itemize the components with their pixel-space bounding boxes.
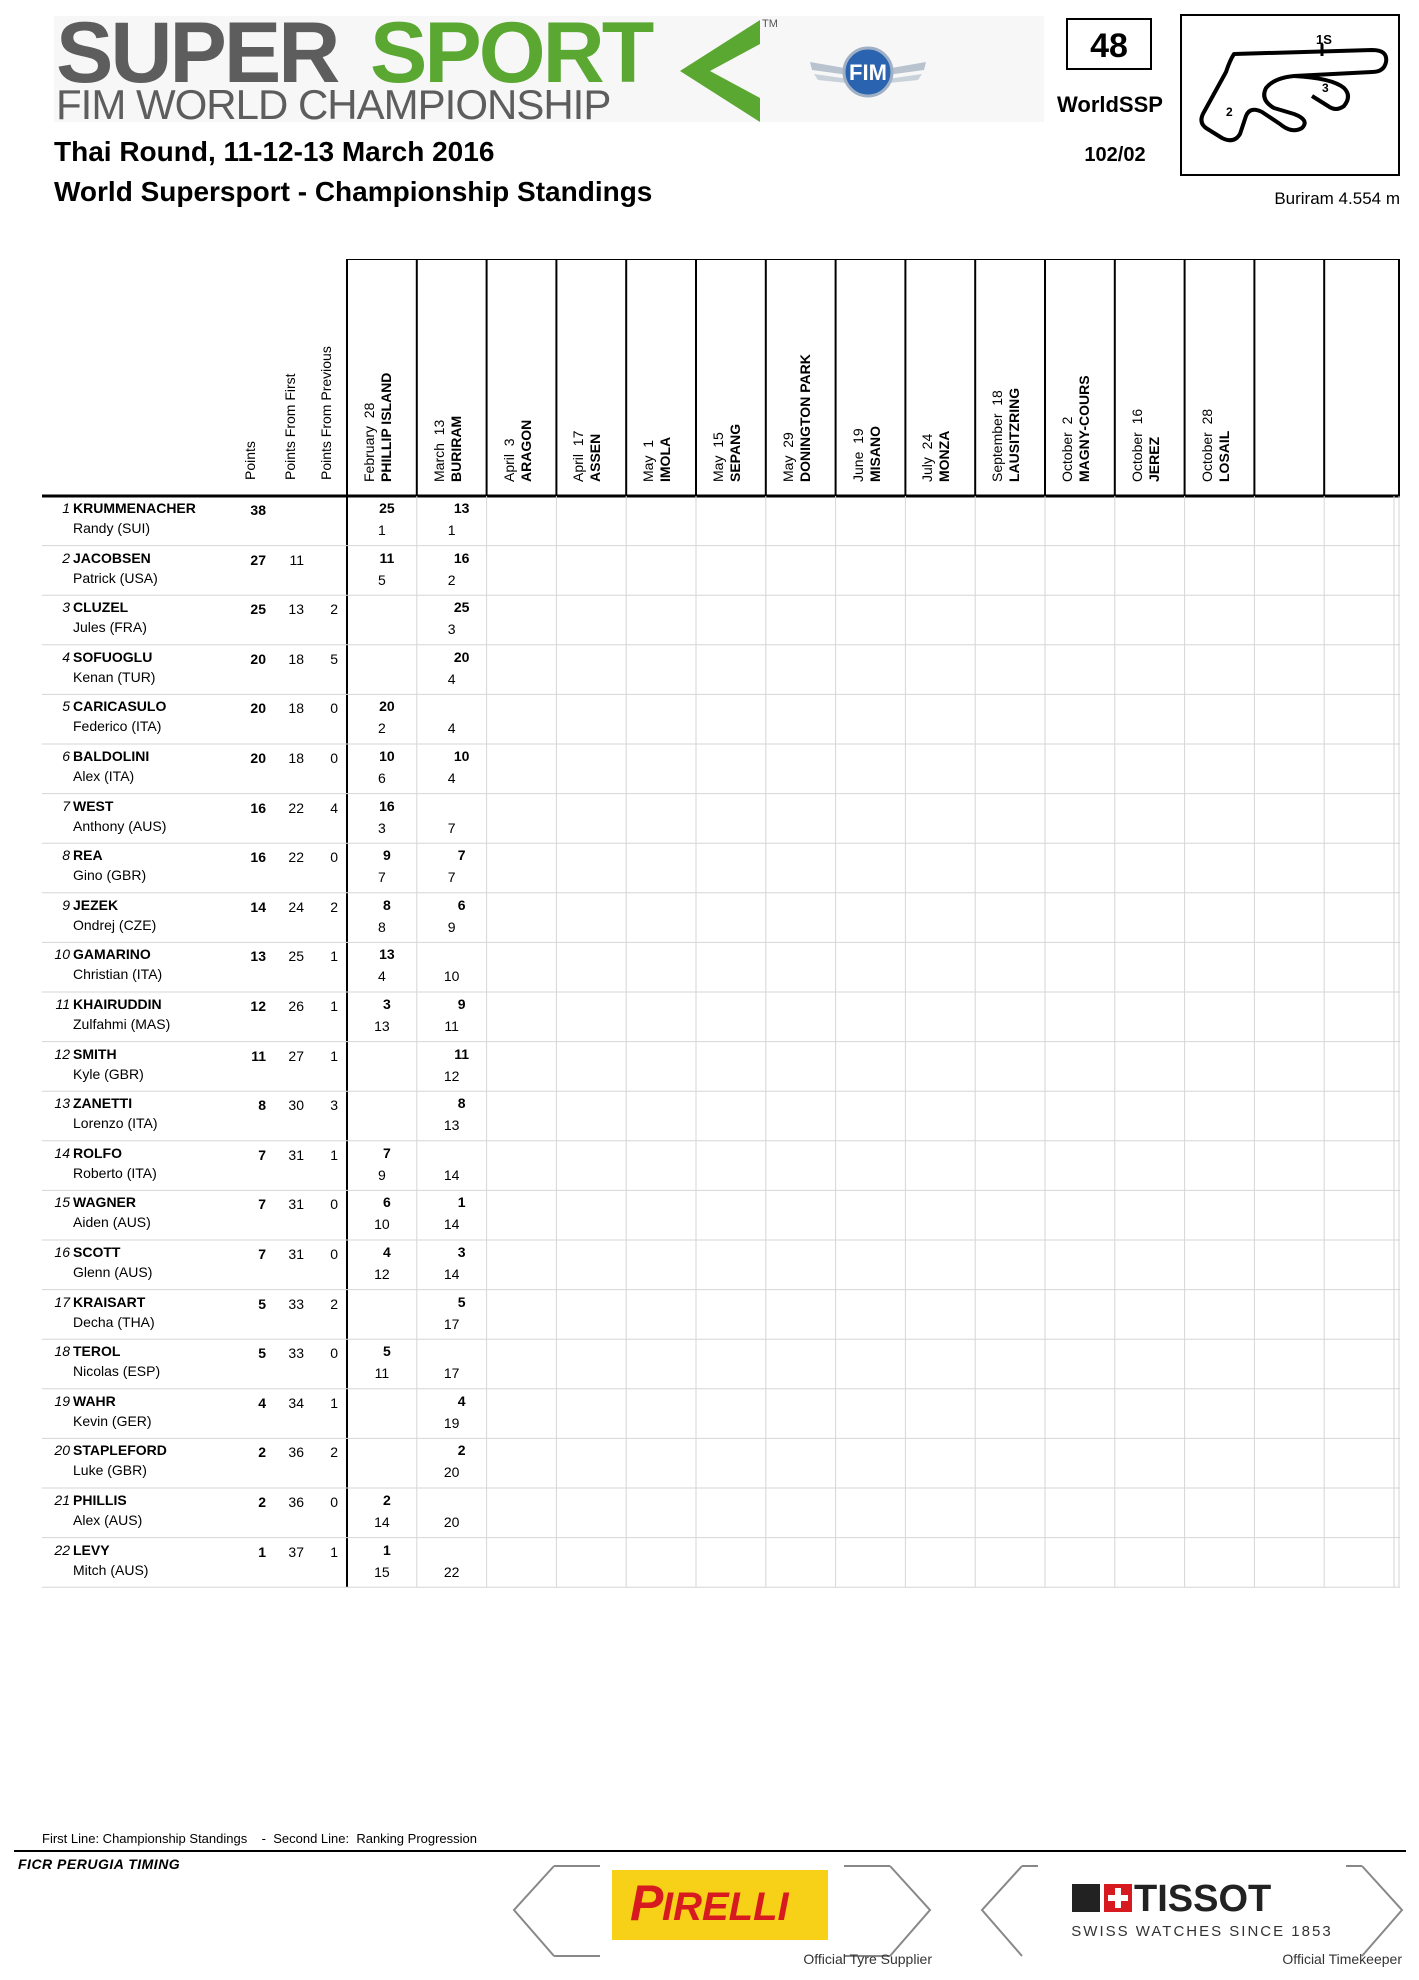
rider-name-nation: Luke (GBR) — [73, 1462, 147, 1479]
round-date: March 13 — [430, 419, 447, 482]
round2-points: 20 — [453, 648, 470, 665]
round1-points: 10 — [379, 748, 395, 764]
round-date: May 29 — [779, 432, 796, 482]
round-header — [570, 431, 604, 482]
rider-name-nation: Zulfahmi (MAS) — [73, 1016, 171, 1032]
round2-ranking: 22 — [443, 1563, 460, 1580]
round2-ranking: 4 — [447, 720, 456, 737]
points-from-previous: 1 — [330, 1146, 338, 1163]
rider-surname: WEST — [73, 797, 114, 814]
rider-name-nation: Kenan (TUR) — [73, 668, 156, 685]
rider-name-nation: Decha (THA) — [73, 1313, 155, 1330]
standings-row — [42, 794, 1400, 844]
rider-position: 20 — [54, 1442, 70, 1459]
sector-2-label: 2 — [1226, 105, 1233, 119]
rider-surname: REA — [73, 847, 103, 864]
points-from-first: 27 — [288, 1047, 304, 1064]
round1-points: 6 — [382, 1194, 391, 1211]
round1-points: 13 — [379, 946, 395, 963]
round1-ranking: 7 — [377, 869, 386, 886]
round-header — [919, 431, 953, 482]
points-from-previous: 1 — [330, 1543, 338, 1560]
points-from-first: 18 — [288, 700, 304, 717]
points-from-previous: 0 — [330, 700, 338, 717]
rider-name-nation: Ondrej (CZE) — [73, 916, 157, 933]
rider-name-nation: Randy (SUI) — [73, 520, 151, 536]
round1-ranking: 1 — [377, 522, 386, 538]
round1-ranking: 8 — [377, 918, 386, 935]
round1-points: 11 — [379, 549, 395, 566]
tyre-supplier-label: Official Tyre Supplier — [803, 1951, 932, 1967]
rider-name-nation: Jules (FRA) — [73, 619, 147, 636]
rider-position: 2 — [62, 549, 70, 566]
round2-ranking: 14 — [443, 1266, 460, 1282]
round-title: Thai Round, 11-12-13 March 2016 — [54, 136, 495, 167]
standings-row — [42, 1190, 1400, 1240]
rider-position: 17 — [54, 1293, 70, 1310]
rider-surname: CARICASULO — [73, 698, 167, 715]
points-from-previous: 0 — [330, 1494, 338, 1510]
rider-name-nation: Roberto (ITA) — [73, 1164, 157, 1181]
rider-name-nation: Alex (ITA) — [73, 768, 135, 784]
standings-row — [42, 1141, 1400, 1191]
rider-surname: SOFUOGLU — [73, 648, 153, 665]
round-header — [431, 416, 465, 482]
rider-points: 20 — [250, 750, 266, 766]
rider-surname: GAMARINO — [73, 946, 151, 963]
points-from-previous: 5 — [330, 650, 338, 667]
rider-position: 10 — [54, 946, 70, 963]
document-title: World Supersport - Championship Standings — [54, 176, 653, 207]
round-venue: ASSEN — [587, 433, 604, 482]
round2-ranking: 2 — [447, 571, 456, 588]
rider-surname: ZANETTI — [73, 1095, 133, 1112]
header-points-from-first: Points From First — [282, 373, 298, 480]
points-from-previous: 1 — [330, 1047, 338, 1064]
round-header — [501, 420, 535, 482]
round-header — [1059, 375, 1093, 482]
points-from-previous: 4 — [330, 799, 338, 816]
round1-points: 20 — [379, 698, 395, 715]
round-header — [850, 426, 884, 482]
rider-position: 13 — [54, 1095, 70, 1112]
round1-ranking: 6 — [377, 770, 386, 786]
points-from-first: 33 — [288, 1345, 304, 1362]
tissot-t-logo — [1072, 1884, 1100, 1912]
round1-points: 7 — [382, 1144, 391, 1161]
standings-table — [42, 259, 1400, 1593]
standings-row — [42, 595, 1400, 645]
header-points-from-previous: Points From Previous — [318, 346, 334, 480]
rider-surname: KHAIRUDDIN — [73, 996, 162, 1012]
rider-name-nation: Patrick (USA) — [73, 569, 158, 586]
round2-points: 4 — [457, 1392, 466, 1409]
rider-surname: LEVY — [73, 1541, 110, 1558]
rider-points: 25 — [250, 601, 266, 618]
points-from-first: 31 — [288, 1146, 304, 1163]
standings-row — [42, 1290, 1400, 1340]
rider-position: 14 — [54, 1144, 70, 1161]
footer-divider — [14, 1850, 1406, 1852]
points-from-previous: 0 — [330, 1246, 338, 1262]
points-from-previous: 3 — [330, 1097, 338, 1114]
rider-position: 16 — [54, 1244, 70, 1260]
points-from-previous: 0 — [330, 849, 338, 866]
round2-points: 13 — [453, 500, 470, 516]
round2-points: 2 — [457, 1442, 466, 1459]
round2-ranking: 17 — [443, 1315, 460, 1332]
round1-points: 3 — [382, 996, 391, 1012]
points-from-first: 31 — [288, 1246, 304, 1262]
rider-points: 8 — [258, 1097, 266, 1114]
points-from-previous: 0 — [330, 750, 338, 766]
rider-position: 15 — [54, 1194, 70, 1211]
points-from-first: 24 — [288, 898, 304, 915]
standings-row — [42, 1438, 1400, 1488]
round1-ranking: 13 — [374, 1018, 390, 1034]
round2-points: 1 — [457, 1194, 466, 1211]
rider-position: 11 — [55, 996, 70, 1012]
rider-name-nation: Kyle (GBR) — [73, 1065, 144, 1082]
standings-row — [42, 496, 1400, 546]
round2-points: 16 — [453, 549, 470, 566]
rider-points: 20 — [250, 700, 266, 717]
sector-3-label: 3 — [1322, 81, 1329, 95]
round1-ranking: 3 — [377, 819, 386, 836]
round1-points: 8 — [382, 896, 391, 913]
round-venue: PHILLIP ISLAND — [378, 372, 394, 482]
round2-points: 10 — [453, 748, 470, 764]
round-date: February 28 — [361, 402, 377, 482]
round1-ranking: 12 — [374, 1266, 390, 1282]
round2-ranking: 13 — [443, 1117, 460, 1134]
rider-points: 12 — [250, 998, 266, 1014]
sector-1s-label: 1S — [1316, 32, 1332, 47]
points-from-previous: 2 — [330, 1295, 338, 1312]
standings-row — [42, 1042, 1400, 1092]
rider-position: 9 — [62, 896, 70, 913]
class-label: WorldSSP — [1057, 92, 1163, 117]
round2-ranking: 17 — [443, 1365, 460, 1382]
standings-row — [42, 1339, 1400, 1389]
round2-ranking: 4 — [447, 770, 456, 786]
points-from-first: 26 — [288, 998, 304, 1014]
round-date: April 3 — [500, 438, 517, 482]
tissot-wordmark: TISSOT — [1134, 1878, 1272, 1920]
standings-row — [42, 843, 1400, 893]
round2-points: 6 — [457, 896, 466, 913]
rider-surname: WAHR — [73, 1392, 116, 1409]
round2-points: 9 — [457, 996, 466, 1012]
chevron-logo-icon — [680, 20, 760, 122]
logo-super-text: SUPER — [56, 5, 338, 101]
rider-position: 21 — [54, 1492, 70, 1508]
round-date: April 17 — [570, 430, 587, 482]
standings-row — [42, 694, 1400, 744]
rider-points: 16 — [250, 849, 266, 866]
rider-points: 27 — [250, 551, 266, 568]
round1-ranking: 10 — [374, 1216, 390, 1233]
round1-points: 16 — [379, 797, 395, 814]
rider-points: 1 — [258, 1543, 266, 1560]
timekeeper-label: Official Timekeeper — [1282, 1951, 1402, 1967]
points-from-first: 37 — [288, 1543, 304, 1560]
rider-points: 20 — [250, 650, 266, 667]
rider-name-nation: Lorenzo (ITA) — [73, 1115, 158, 1132]
rider-surname: KRAISART — [73, 1293, 146, 1310]
track-map — [1180, 14, 1400, 176]
round-venue: BURIRAM — [447, 415, 464, 482]
points-from-previous: 2 — [330, 898, 338, 915]
logo-sport-text: SPORT — [370, 5, 652, 101]
tissot-tagline: SWISS WATCHES SINCE 1853 — [1071, 1923, 1333, 1940]
round2-points: 8 — [457, 1095, 466, 1112]
round-venue: MONZA — [936, 430, 953, 482]
points-from-first: 30 — [288, 1097, 304, 1114]
round2-points: 7 — [457, 847, 466, 864]
round2-ranking: 3 — [447, 621, 456, 638]
round2-ranking: 19 — [443, 1414, 460, 1431]
round-header — [780, 354, 814, 482]
fim-label: FIM — [849, 60, 887, 85]
round1-ranking: 4 — [377, 968, 386, 985]
rider-position: 18 — [54, 1343, 70, 1360]
round2-ranking: 9 — [447, 918, 456, 935]
points-from-previous: 1 — [330, 948, 338, 965]
round-venue: IMOLA — [657, 436, 674, 482]
round2-ranking: 10 — [443, 968, 460, 985]
round2-points: 25 — [453, 599, 470, 616]
round-venue: SEPANG — [727, 423, 743, 482]
points-from-previous: 2 — [330, 1444, 338, 1461]
round2-ranking: 4 — [447, 670, 456, 687]
legend-note: First Line: Championship Standings - Second Line: Ranking Progression — [42, 1831, 478, 1846]
rider-name-nation: Glenn (AUS) — [73, 1264, 153, 1280]
round-venue: MISANO — [866, 426, 883, 482]
round-header — [1199, 409, 1233, 482]
standings-row — [42, 1389, 1400, 1439]
round-date: October 28 — [1198, 408, 1215, 482]
round-venue: MAGNY-COURS — [1076, 375, 1092, 482]
rider-position: 8 — [62, 847, 70, 864]
round2-ranking: 20 — [443, 1464, 460, 1481]
standings-row — [42, 893, 1400, 943]
rider-points: 38 — [250, 502, 266, 518]
round-header — [640, 437, 674, 482]
rider-position: 6 — [62, 748, 70, 764]
round2-points: 3 — [457, 1244, 466, 1260]
round2-ranking: 11 — [444, 1018, 459, 1034]
header-points: Points — [242, 441, 258, 480]
round-date: October 16 — [1128, 408, 1145, 482]
points-from-first: 18 — [288, 650, 304, 667]
standings-row — [42, 942, 1400, 992]
round2-ranking: 20 — [443, 1514, 460, 1530]
rider-name-nation: Nicolas (ESP) — [73, 1363, 161, 1380]
round-date: May 15 — [710, 432, 726, 482]
rider-position: 1 — [62, 500, 70, 516]
round-header — [361, 373, 395, 482]
round2-ranking: 12 — [443, 1067, 460, 1084]
rider-surname: STAPLEFORD — [73, 1442, 167, 1459]
points-from-first: 36 — [288, 1444, 304, 1461]
round-date: October 2 — [1059, 416, 1075, 482]
round1-ranking: 15 — [374, 1563, 390, 1580]
circuit-layout-icon — [1182, 16, 1398, 174]
round2-ranking: 14 — [443, 1166, 460, 1183]
rider-points: 7 — [258, 1146, 266, 1163]
rider-position: 19 — [54, 1392, 70, 1409]
standings-row — [42, 1091, 1400, 1141]
rider-points: 5 — [258, 1345, 266, 1362]
tissot-banner — [978, 1864, 1406, 1968]
rider-position: 22 — [54, 1541, 70, 1558]
rider-surname: JACOBSEN — [73, 549, 151, 566]
round2-ranking: 7 — [447, 869, 456, 886]
points-from-first: 11 — [289, 551, 304, 568]
points-from-first: 22 — [288, 799, 304, 816]
rider-position: 7 — [62, 797, 70, 814]
round1-points: 9 — [382, 847, 391, 864]
standings-row — [42, 546, 1400, 596]
rider-surname: PHILLIS — [73, 1492, 127, 1508]
rider-points: 7 — [258, 1196, 266, 1213]
rider-position: 12 — [54, 1045, 70, 1062]
round-date: June 19 — [849, 428, 866, 482]
round-header — [710, 424, 744, 482]
points-from-previous: 1 — [330, 998, 338, 1014]
rider-surname: TEROL — [73, 1343, 121, 1360]
round2-points: 5 — [457, 1293, 466, 1310]
rider-name-nation: Mitch (AUS) — [73, 1561, 149, 1578]
rider-position: 4 — [62, 648, 70, 665]
points-from-first: 13 — [288, 601, 304, 618]
points-from-first: 36 — [288, 1494, 304, 1510]
rider-points: 2 — [258, 1494, 266, 1510]
points-from-first: 34 — [288, 1394, 304, 1411]
round1-points: 4 — [382, 1244, 391, 1260]
round2-points: 11 — [454, 1045, 470, 1062]
pirelli-banner — [510, 1864, 936, 1968]
round1-ranking: 2 — [377, 720, 386, 737]
standings-row — [42, 1538, 1400, 1588]
points-from-first: 18 — [288, 750, 304, 766]
track-length: Buriram 4.554 m — [1274, 189, 1400, 208]
rider-points: 14 — [250, 898, 266, 915]
rider-name-nation: Federico (ITA) — [73, 718, 162, 735]
rider-name-nation: Gino (GBR) — [73, 867, 147, 884]
round-venue: LAUSITZRING — [1006, 387, 1023, 482]
rider-points: 13 — [250, 948, 266, 965]
pirelli-wordmark: IRELLI — [662, 1885, 789, 1929]
rider-points: 11 — [251, 1047, 266, 1064]
round1-ranking: 9 — [377, 1166, 386, 1183]
rider-points: 16 — [250, 799, 266, 816]
rider-name-nation: Alex (AUS) — [73, 1512, 143, 1528]
logo-subtitle: FIM WORLD CHAMPIONSHIP — [56, 81, 611, 128]
fim-logo-icon — [806, 32, 930, 110]
points-from-first: 22 — [288, 849, 304, 866]
points-from-previous: 1 — [330, 1394, 338, 1411]
rider-points: 4 — [258, 1394, 266, 1411]
rider-surname: SMITH — [73, 1045, 117, 1062]
round-venue: ARAGON — [517, 419, 534, 482]
rider-surname: ROLFO — [73, 1144, 122, 1161]
standings-row — [42, 1240, 1400, 1290]
rider-surname: CLUZEL — [73, 599, 129, 616]
pirelli-initial: P — [630, 1875, 664, 1931]
standings-row — [42, 645, 1400, 695]
round2-ranking: 1 — [447, 522, 456, 538]
document-code: 102/02 — [1084, 144, 1146, 166]
points-from-first: 25 — [288, 948, 304, 965]
round2-ranking: 7 — [447, 819, 456, 836]
round-date: July 24 — [919, 433, 936, 482]
round-date: September 18 — [989, 390, 1006, 482]
round1-points: 1 — [382, 1541, 391, 1558]
points-from-previous: 2 — [330, 601, 338, 618]
standings-row — [42, 744, 1400, 794]
round1-ranking: 14 — [374, 1514, 390, 1530]
rider-name-nation: Kevin (GER) — [73, 1412, 152, 1429]
points-from-first: 33 — [288, 1295, 304, 1312]
standings-row — [42, 1488, 1400, 1538]
rider-position: 3 — [62, 599, 70, 616]
rider-name-nation: Christian (ITA) — [73, 966, 163, 983]
rider-surname: SCOTT — [73, 1244, 121, 1260]
points-from-first: 31 — [288, 1196, 304, 1213]
logo-trademark: TM — [762, 18, 778, 30]
ficr-logo: FICR PERUGIA TIMING — [18, 1856, 181, 1872]
rider-surname: JEZEK — [73, 896, 119, 913]
round1-points: 25 — [379, 500, 395, 516]
points-from-previous: 0 — [330, 1196, 338, 1213]
round-venue: JEREZ — [1145, 436, 1162, 482]
round-venue: LOSAIL — [1215, 430, 1232, 482]
round-date: May 1 — [640, 439, 657, 482]
rider-position: 5 — [62, 698, 70, 715]
round-header — [989, 388, 1023, 482]
rider-points: 5 — [258, 1295, 266, 1312]
round1-ranking: 5 — [377, 571, 386, 588]
standings-row — [42, 992, 1400, 1042]
rider-points: 2 — [258, 1444, 266, 1461]
round-header — [1129, 409, 1163, 482]
round1-points: 5 — [382, 1343, 391, 1360]
round1-points: 2 — [382, 1492, 391, 1508]
rider-points: 7 — [258, 1246, 266, 1262]
race-number: 48 — [1066, 18, 1152, 70]
rider-surname: KRUMMENACHER — [73, 500, 196, 516]
round-venue: DONINGTON PARK — [796, 354, 813, 482]
rider-name-nation: Anthony (AUS) — [73, 817, 167, 834]
rider-surname: BALDOLINI — [73, 748, 150, 764]
points-from-previous: 0 — [330, 1345, 338, 1362]
rider-name-nation: Aiden (AUS) — [73, 1214, 151, 1231]
rider-surname: WAGNER — [73, 1194, 136, 1211]
round2-ranking: 14 — [443, 1216, 460, 1233]
round1-ranking: 11 — [374, 1365, 390, 1382]
